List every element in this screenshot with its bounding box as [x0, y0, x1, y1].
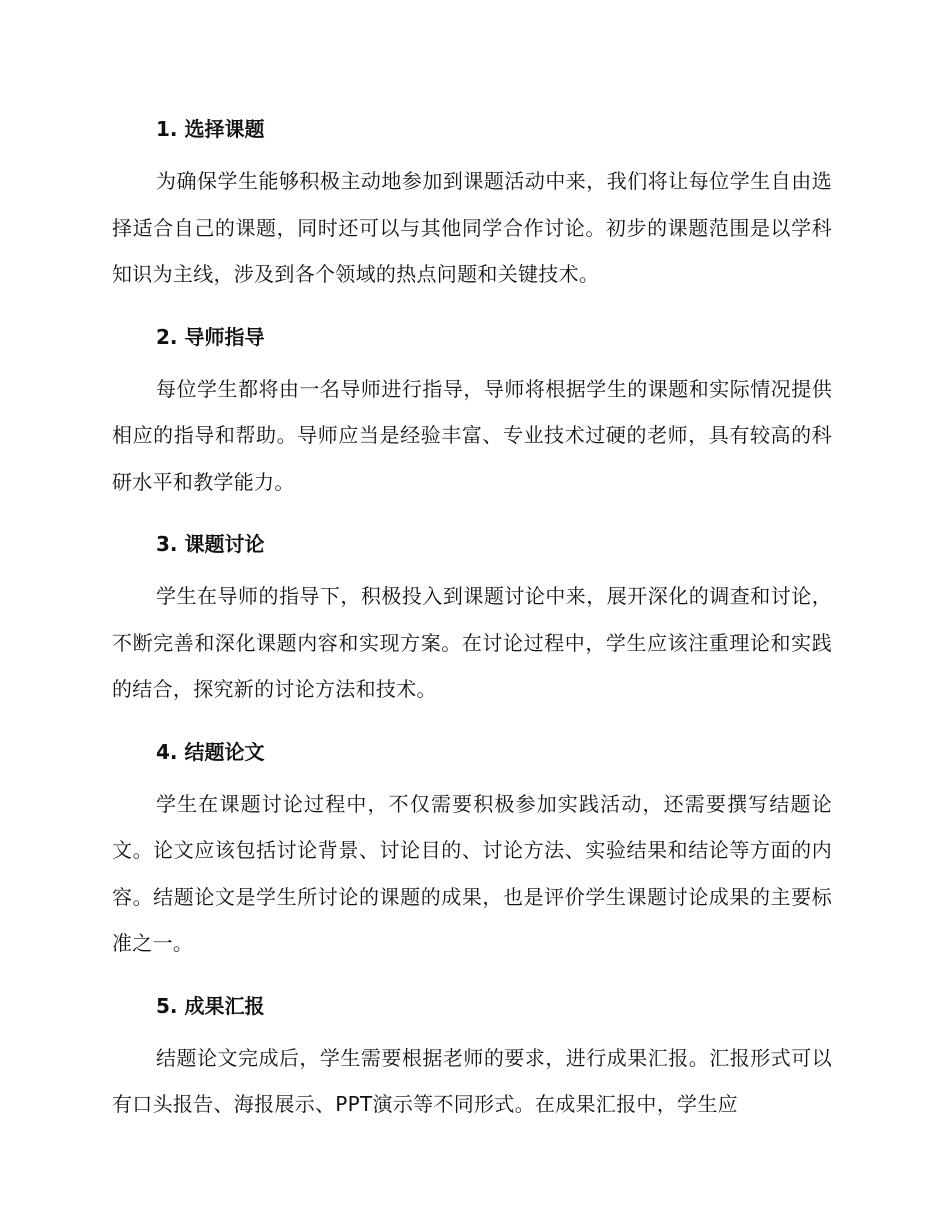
section-paragraph: 学生在导师的指导下，积极投入到课题讨论中来，展开深化的调查和讨论，不断完善和深化课题内容和实现方案。在讨论过程中，学生应该注重理论和实践的结合，探究新的讨论方法和技术。 [112, 584, 832, 701]
section-heading: 5. 成果汇报 [156, 993, 265, 1018]
document-body [112, 110, 832, 1148]
section-heading: 2. 导师指导 [156, 324, 265, 349]
section-result-report [112, 987, 832, 1128]
section-heading: 3. 课题讨论 [156, 532, 265, 556]
section-heading: 1. 选择课题 [156, 117, 265, 141]
section-paragraph: 学生在课题讨论过程中，不仅需要积极参加实践活动，还需要撰写结题论文。论文应该包括讨论背景、讨论目的、讨论方法、实验结果和结论等方面的内容。结题论文是学生所讨论的课题的成果，也是评价学生课题讨论成果的主要标准之一。 [112, 791, 832, 955]
section-topic-discussion [112, 525, 832, 713]
section-advisor-guidance [112, 318, 832, 506]
section-heading: 4. 结题论文 [156, 739, 265, 764]
section-final-paper [112, 733, 832, 967]
section-paragraph: 结题论文完成后，学生需要根据老师的要求，进行成果汇报。汇报形式可以有口头报告、海报展示、PPT演示等不同形式。在成果汇报中，学生应 [112, 1045, 832, 1116]
section-paragraph: 每位学生都将由一名导师进行指导，导师将根据学生的课题和实际情况提供相应的指导和帮助。导师应当是经验丰富、专业技术过硬的老师，具有较高的科研水平和教学能力。 [112, 376, 832, 494]
section-select-topic [112, 110, 832, 298]
section-paragraph: 为确保学生能够积极主动地参加到课题活动中来，我们将让每位学生自由选择适合自己的课题，同时还可以与其他同学合作讨论。初步的课题范围是以学科知识为主线，涉及到各个领域的热点问题和关键技术。 [112, 169, 832, 286]
